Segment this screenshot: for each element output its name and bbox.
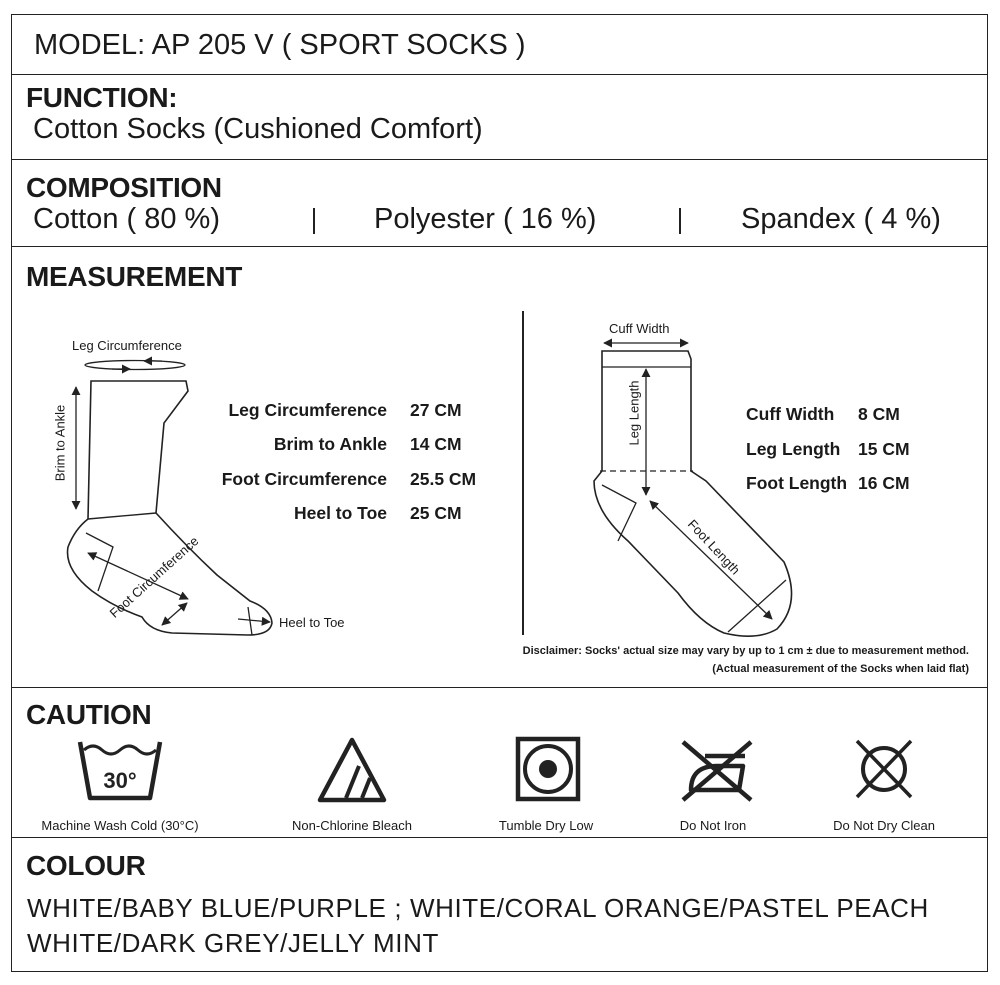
table-label: Cuff Width (746, 404, 835, 424)
disclaimer-note: (Actual measurement of the Socks when laid flat) (712, 663, 969, 675)
care-label: Machine Wash Cold (30°C) (41, 818, 199, 833)
table-value: 25.5 CM (410, 469, 477, 489)
composition-polyester: Polyester ( 16 %) (374, 203, 597, 235)
tumble-dry-low-icon (515, 736, 581, 802)
wash-30-icon (78, 736, 162, 804)
brim-to-ankle-label: Brim to Ankle (52, 404, 68, 482)
table-label: Foot Length (746, 473, 848, 493)
care-label: Do Not Dry Clean (833, 818, 935, 833)
model-section (12, 15, 987, 75)
table-label: Leg Length (746, 439, 841, 459)
foot-length-label: Foot Length (684, 516, 744, 578)
leg-circumference-label: Leg Circumference (72, 338, 182, 353)
colour-line-1: WHITE/BABY BLUE/PURPLE ; WHITE/CORAL ORANGE/PASTEL PEACH (27, 893, 929, 923)
leg-length-label: Leg Length (626, 380, 642, 446)
care-label: Non-Chlorine Bleach (292, 818, 412, 833)
colour-heading: COLOUR (26, 850, 146, 881)
composition-cotton: Cotton ( 80 %) (33, 203, 220, 235)
care-label: Do Not Iron (679, 818, 747, 833)
function-heading: FUNCTION: (26, 82, 178, 113)
composition-spandex: Spandex ( 4 %) (741, 203, 941, 235)
colour-line-2: WHITE/DARK GREY/JELLY MINT (27, 928, 439, 958)
spec-sheet (11, 14, 988, 972)
composition-heading: COMPOSITION (26, 172, 222, 203)
table-value: 8 CM (858, 404, 900, 424)
model-title: MODEL: AP 205 V ( SPORT SOCKS ) (34, 29, 526, 61)
measurement-section (12, 247, 987, 688)
table-label: Foot Circumference (221, 469, 387, 489)
composition-divider (679, 208, 681, 234)
table-value: 25 CM (410, 503, 462, 523)
measurement-heading: MEASUREMENT (26, 261, 243, 292)
wash-temp-text: 30° (103, 768, 137, 793)
disclaimer-text: Disclaimer: Socks' actual size may vary by up to 1 cm ± due to measurement method. (522, 645, 969, 657)
foot-circumference-label: Foot Circumference (106, 533, 202, 621)
caution-section (12, 688, 987, 838)
non-chlorine-bleach-icon (317, 736, 387, 804)
function-text: Cotton Socks (Cushioned Comfort) (33, 113, 483, 145)
table-value: 27 CM (410, 400, 462, 420)
heel-to-toe-label: Heel to Toe (279, 615, 345, 630)
do-not-dry-clean-icon (852, 736, 916, 802)
table-label: Heel to Toe (293, 503, 387, 523)
table-value: 15 CM (858, 439, 910, 459)
composition-section (12, 160, 987, 247)
table-value: 16 CM (858, 473, 910, 493)
do-not-iron-icon (677, 736, 755, 804)
caution-heading: CAUTION (26, 699, 152, 730)
colour-section (12, 838, 987, 973)
table-value: 14 CM (410, 434, 462, 454)
composition-divider (313, 208, 315, 234)
function-section (12, 75, 987, 160)
cuff-width-label: Cuff Width (609, 321, 670, 336)
table-label: Leg Circumference (228, 400, 387, 420)
table-label: Brim to Ankle (273, 434, 387, 454)
crew-sock-flat-diagram (12, 247, 992, 667)
care-label: Tumble Dry Low (498, 818, 594, 833)
